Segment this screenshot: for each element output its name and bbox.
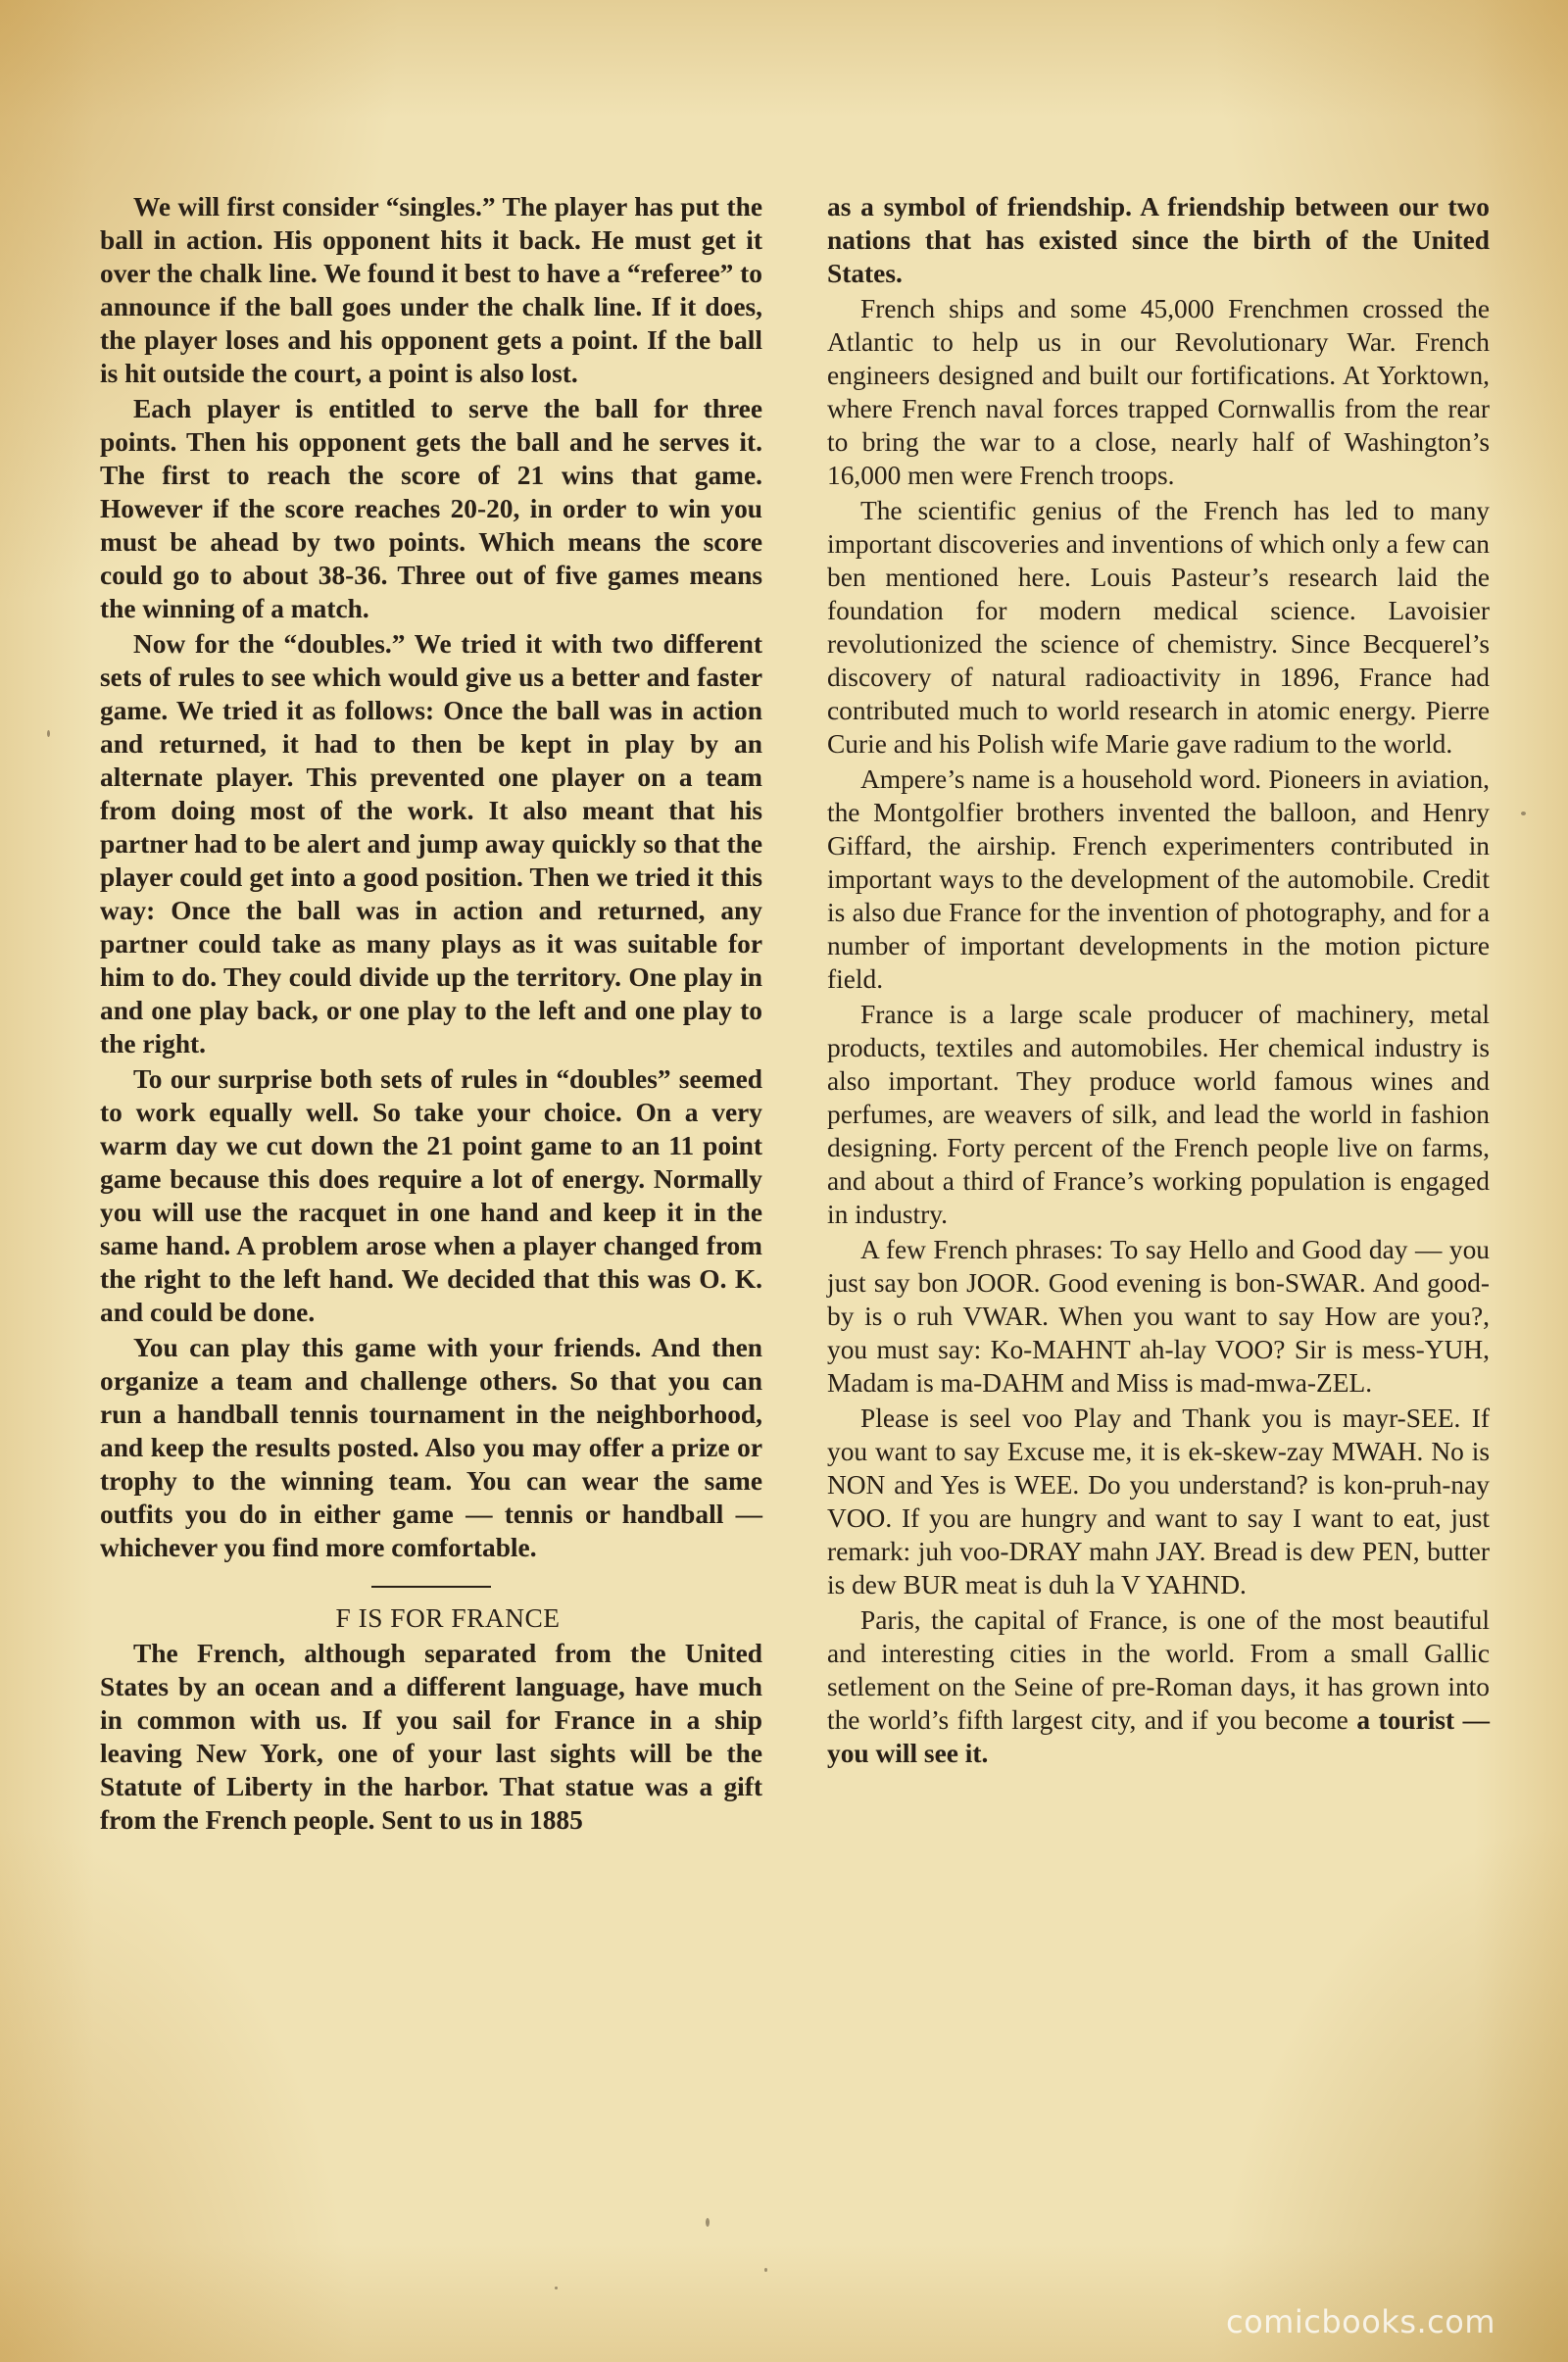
- paris-text: Paris, the capital of France, is one of the most beautiful and interesting cities in the world. From a small Gallic setlement on the Seine of pre-Roman days, it has grown into the world’s fifth largest city, and if you become: [827, 1605, 1490, 1735]
- play-with-friends-bold-tail: tennis or handball — whichever you find more comfortable.: [100, 1500, 762, 1562]
- watermark: comicbooks.com: [1225, 2303, 1495, 2340]
- print-speck: [764, 2268, 767, 2272]
- friendship-paragraph: as a symbol of friendship. A friendship between our two nations that has existed since the birth of the United States.: [827, 192, 1490, 288]
- more-phrases-paragraph: Please is seel voo Play and Thank you is mayr-SEE. If you want to say Excuse me, it is ek-skew-zay MWAH. No is NON and Yes is WEE. Do you understand? is kon-pruh-nay VOO. If you are hungry and want to say I want to eat, just remark: juh voo-DRAY mahn JAY. Bread is dew PEN, butter is dew BUR meat is duh la V YAHND.: [827, 1403, 1490, 1599]
- print-speck: [555, 2287, 558, 2289]
- section-heading: F IS FOR FRANCE: [335, 1603, 561, 1633]
- right-column: [827, 190, 1490, 1772]
- singles-paragraph: We will first consider “singles.” The player has put the ball in action. His opponent hits it back. He must get it over the chalk line. We found it best to have a “referee” to announce if the ball goes under the chalk line. If it does, the player loses and his opponent gets a point. If the ball is hit outside the court, a point is also lost.: [100, 192, 762, 388]
- play-with-friends-paragraph: [100, 1331, 762, 1564]
- paris-bold-tail: a tourist — you will see it.: [827, 1705, 1490, 1768]
- french-phrases-paragraph: A few French phrases: To say Hello and Good day — you just say bon JOOR. Good evening is bon-SWAR. And good-by is o ruh VWAR. When you want to say How are you?, you must say: Ko-MAHNT ah-lay VOO? Sir is mess-YUH, Madam is ma-DAHM and Miss is mad-mwa-ZEL.: [827, 1235, 1490, 1398]
- france-intro-paragraph: The French, although separated from the United States by an ocean and a different language, have much in common with us. If you sail for France in a ship leaving New York, one of your last sights will be the Statute of Liberty in the harbor. That statue was a gift from the French people. Sent to us in 1885: [100, 1639, 762, 1835]
- doubles-paragraph: Now for the “doubles.” We tried it with two different sets of rules to see which would give us a better and faster game. We tried it as follows: Once the ball was in action and returned, it had to then be kept in play by an alternate player. This prevented one player on a team from doing most of the work. It also meant that his partner had to be alert and jump away quickly so that the player could get into a good position. Then we tried it this way: Once the ball was in action and returned, any partner could take as many plays as it was suitable for him to do. They could divide up the territory. One play in and one play back, or one play to the left and one play to the right.: [100, 629, 762, 1058]
- print-speck: [1521, 812, 1526, 815]
- print-speck: [706, 2218, 710, 2227]
- doubles-rules-paragraph: To our surprise both sets of rules in “doubles” seemed to work equally well. So take your choice. On a very warm day we cut down the 21 point game to an 11 point game because this does require a lot of energy. Normally you will use the racquet in one hand and keep it in the same hand. A problem arose when a player changed from the right to the left hand. We decided that this was O. K. and could be done.: [100, 1064, 762, 1327]
- inventors-paragraph: Ampere’s name is a household word. Pioneers in aviation, the Montgolfier brothers invented the balloon, and Henry Giffard, the airship. French experimenters contributed in important ways to the development of the automobile. Credit is also due France for the invention of photography, and for a number of important developments in the motion picture field.: [827, 764, 1490, 994]
- print-speck: [47, 730, 50, 737]
- section-divider: [371, 1586, 491, 1588]
- serve-rules-paragraph: Each player is entitled to serve the ball for three points. Then his opponent gets the ball and he serves it. The first to reach the score of 21 wins that game. However if the score reaches 20-20, in order to win you must be ahead by two points. Which means the score could go to about 38-36. Three out of five games means the winning of a match.: [100, 394, 762, 623]
- play-with-friends-text: You can play this game with your friends. And then organize a team and challenge others. So that you can run a handball tennis tournament in the neighborhood, and keep the results posted. Also you may offer a prize or trophy to the winning team. You can wear the same outfits you do in either game —: [100, 1333, 762, 1529]
- industry-paragraph: France is a large scale producer of machinery, metal products, textiles and automobiles. Her chemical industry is also important. They produce world famous wines and perfumes, are weavers of silk, and lead the world in fashion designing. Forty percent of the French people live on farms, and about a third of France’s working population is engaged in industry.: [827, 1000, 1490, 1229]
- paris-paragraph: [827, 1603, 1490, 1770]
- left-column: [100, 190, 762, 1839]
- revolutionary-war-paragraph: French ships and some 45,000 Frenchmen crossed the Atlantic to help us in our Revolutionary War. French engineers designed and built our fortifications. At Yorktown, where French naval forces trapped Cornwallis from the rear to bring the war to a close, nearly half of Washington’s 16,000 men were French troops.: [827, 294, 1490, 490]
- scientific-genius-paragraph: The scientific genius of the French has led to many important discoveries and inventions of which only a few can ben mentioned here. Louis Pasteur’s research laid the foundation for modern medical science. Lavoisier revolutionized the science of chemistry. Since Becquerel’s discovery of natural radioactivity in 1896, France had contributed much to world research in atomic energy. Pierre Curie and his Polish wife Marie gave radium to the world.: [827, 496, 1490, 759]
